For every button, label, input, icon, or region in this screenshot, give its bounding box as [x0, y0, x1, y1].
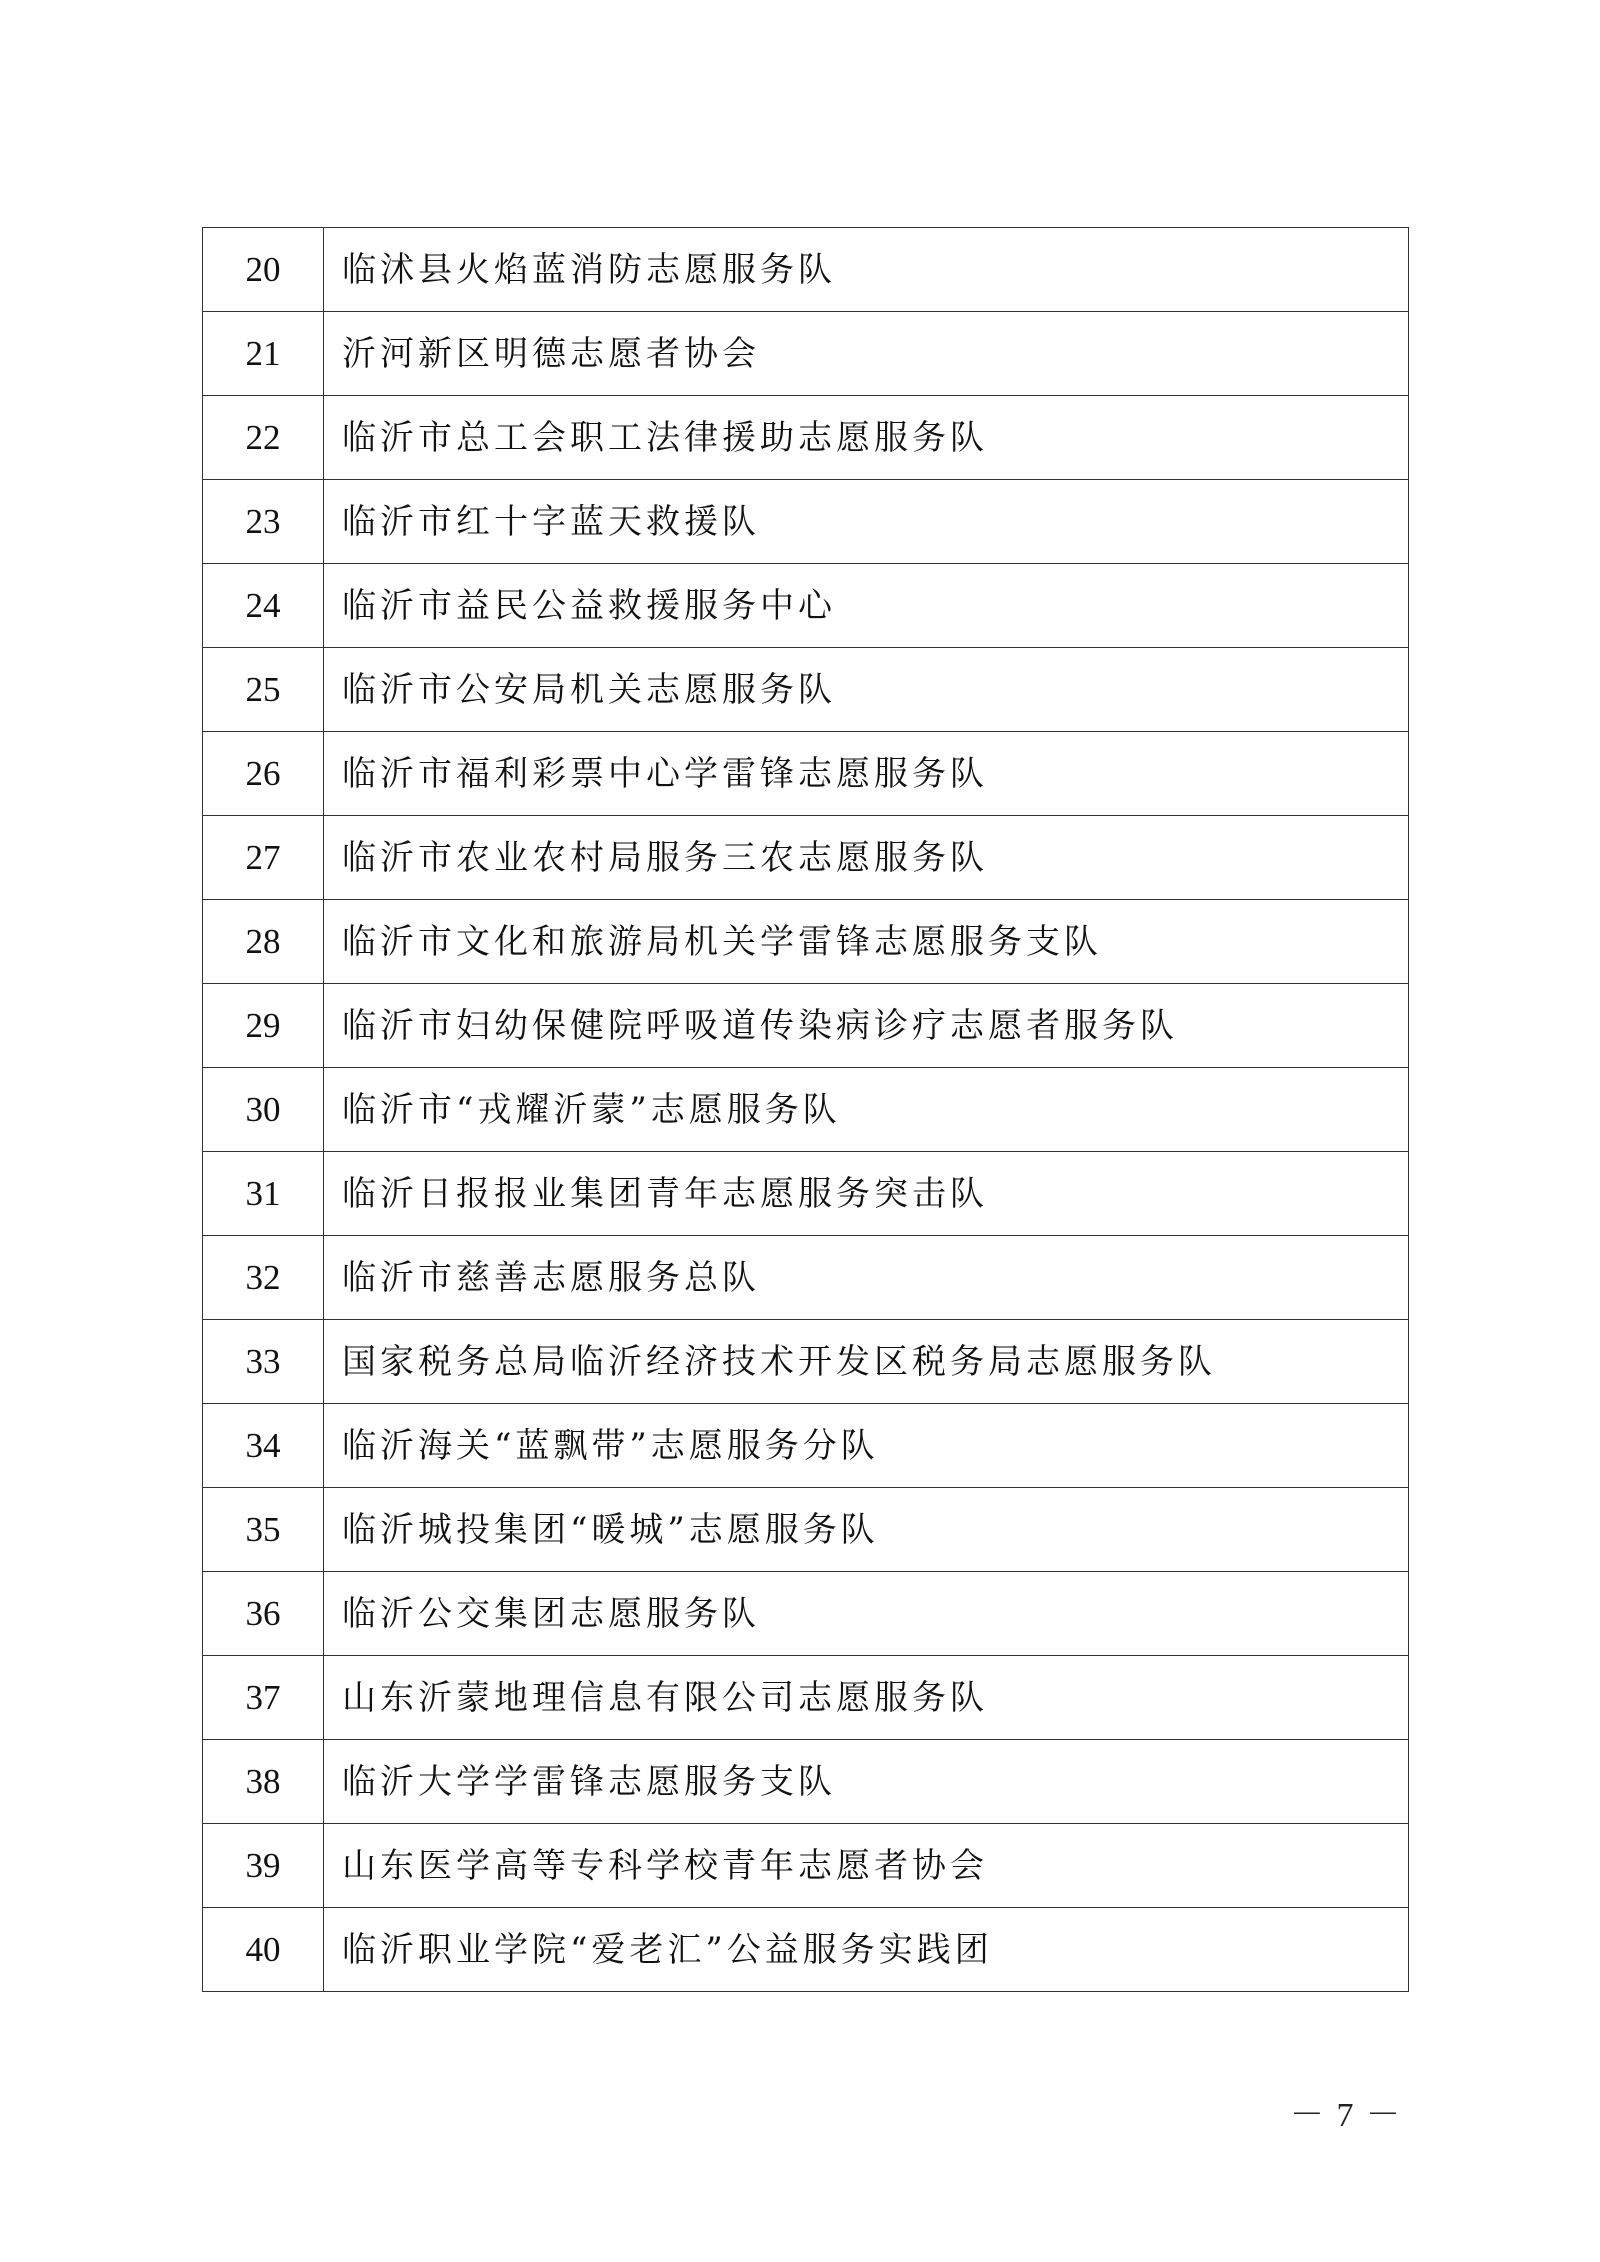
- row-number: 26: [203, 732, 324, 816]
- table-row: [203, 1908, 1409, 1992]
- table-body: [203, 228, 1409, 1992]
- table-row: [203, 732, 1409, 816]
- row-number: 36: [203, 1572, 324, 1656]
- row-number: 35: [203, 1488, 324, 1572]
- row-number: 38: [203, 1740, 324, 1824]
- row-number: 33: [203, 1320, 324, 1404]
- team-name: 临沂市农业农村局服务三农志愿服务队: [324, 816, 1409, 900]
- page-number: － 7 －: [1290, 2097, 1402, 2134]
- table-row: [203, 396, 1409, 480]
- team-name: 临沂市妇幼保健院呼吸道传染病诊疗志愿者服务队: [324, 984, 1409, 1068]
- table-row: [203, 648, 1409, 732]
- row-number: 24: [203, 564, 324, 648]
- row-number: 34: [203, 1404, 324, 1488]
- team-name: 临沂日报报业集团青年志愿服务突击队: [324, 1152, 1409, 1236]
- team-name: 临沂市“戎耀沂蒙”志愿服务队: [324, 1068, 1409, 1152]
- row-number: 27: [203, 816, 324, 900]
- team-name: 临沂市益民公益救援服务中心: [324, 564, 1409, 648]
- team-name: 临沂市公安局机关志愿服务队: [324, 648, 1409, 732]
- team-name: 临沂海关“蓝飘带”志愿服务分队: [324, 1404, 1409, 1488]
- row-number: 40: [203, 1908, 324, 1992]
- table-row: [203, 816, 1409, 900]
- team-name: 临沂市福利彩票中心学雷锋志愿服务队: [324, 732, 1409, 816]
- team-name: 山东沂蒙地理信息有限公司志愿服务队: [324, 1656, 1409, 1740]
- table-row: [203, 1236, 1409, 1320]
- team-name: 临沂大学学雷锋志愿服务支队: [324, 1740, 1409, 1824]
- table-row: [203, 1152, 1409, 1236]
- table-row: [203, 1068, 1409, 1152]
- table-row: [203, 1824, 1409, 1908]
- team-name: 临沭县火焰蓝消防志愿服务队: [324, 228, 1409, 312]
- team-name: 临沂公交集团志愿服务队: [324, 1572, 1409, 1656]
- table-row: [203, 900, 1409, 984]
- table-row: [203, 1656, 1409, 1740]
- volunteer-team-table: [202, 227, 1409, 1992]
- team-name: 临沂城投集团“暖城”志愿服务队: [324, 1488, 1409, 1572]
- table-row: [203, 1740, 1409, 1824]
- row-number: 23: [203, 480, 324, 564]
- table-row: [203, 1320, 1409, 1404]
- row-number: 22: [203, 396, 324, 480]
- table-row: [203, 480, 1409, 564]
- team-name: 临沂职业学院“爱老汇”公益服务实践团: [324, 1908, 1409, 1992]
- table-row: [203, 228, 1409, 312]
- row-number: 30: [203, 1068, 324, 1152]
- row-number: 29: [203, 984, 324, 1068]
- table-row: [203, 984, 1409, 1068]
- table-row: [203, 1572, 1409, 1656]
- table-row: [203, 1404, 1409, 1488]
- team-name: 临沂市红十字蓝天救援队: [324, 480, 1409, 564]
- team-name: 临沂市总工会职工法律援助志愿服务队: [324, 396, 1409, 480]
- team-name: 山东医学高等专科学校青年志愿者协会: [324, 1824, 1409, 1908]
- team-name: 临沂市慈善志愿服务总队: [324, 1236, 1409, 1320]
- team-name: 临沂市文化和旅游局机关学雷锋志愿服务支队: [324, 900, 1409, 984]
- row-number: 39: [203, 1824, 324, 1908]
- team-name: 国家税务总局临沂经济技术开发区税务局志愿服务队: [324, 1320, 1409, 1404]
- row-number: 32: [203, 1236, 324, 1320]
- table-row: [203, 564, 1409, 648]
- table-row: [203, 1488, 1409, 1572]
- row-number: 37: [203, 1656, 324, 1740]
- row-number: 21: [203, 312, 324, 396]
- row-number: 31: [203, 1152, 324, 1236]
- team-name: 沂河新区明德志愿者协会: [324, 312, 1409, 396]
- row-number: 28: [203, 900, 324, 984]
- table-row: [203, 312, 1409, 396]
- row-number: 25: [203, 648, 324, 732]
- row-number: 20: [203, 228, 324, 312]
